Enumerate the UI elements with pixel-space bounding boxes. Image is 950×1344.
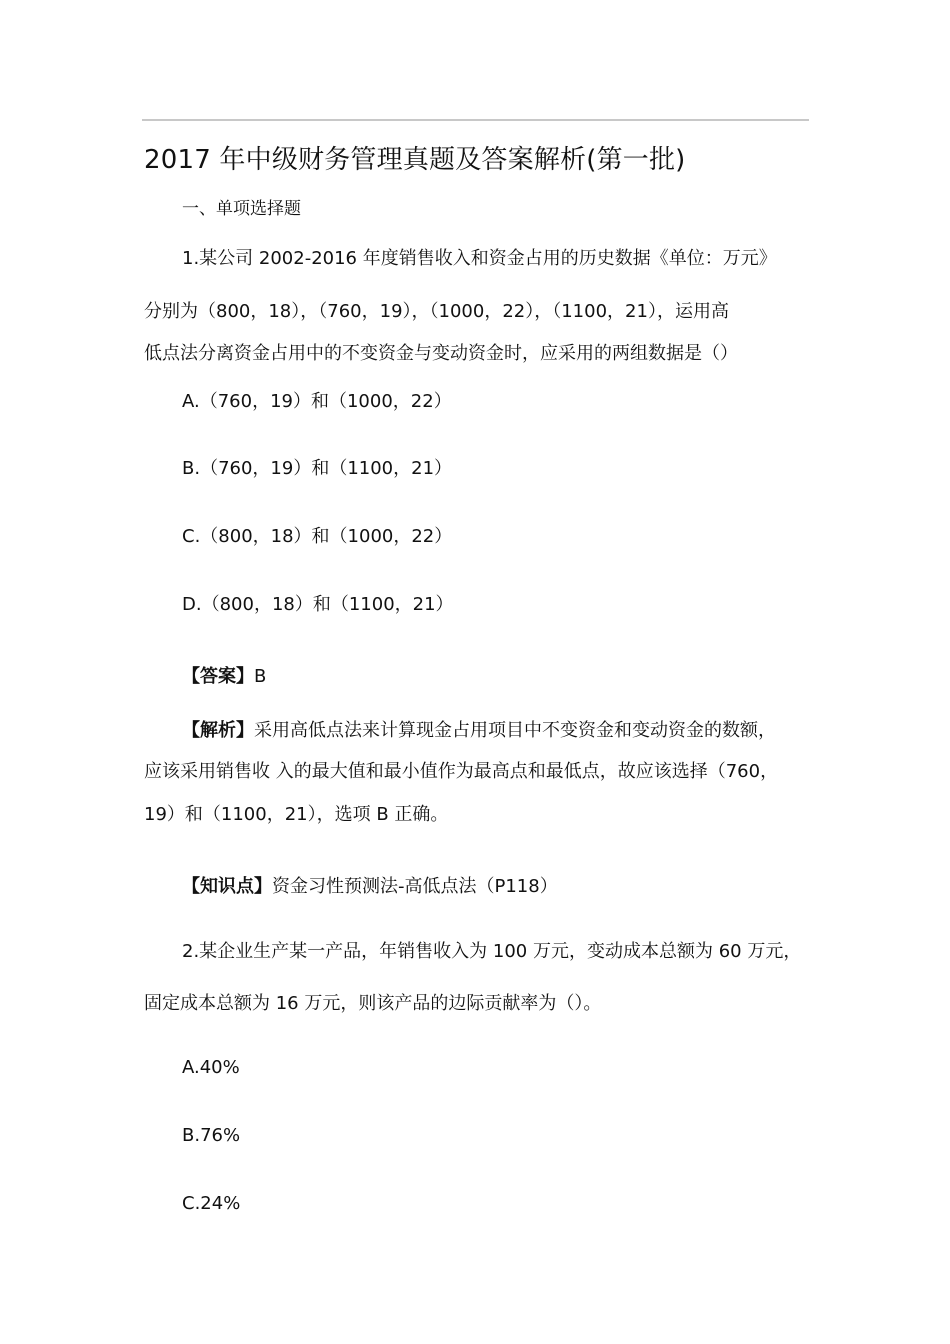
q1-analysis-line-2: 应该采用销售收 入的最大值和最小值作为最高点和最低点，故应该选择（760， xyxy=(144,761,779,782)
q1-option-c: C.（800，18）和（1000，22） xyxy=(182,526,453,547)
q1-answer xyxy=(182,664,266,690)
q2-option-c: C.24% xyxy=(182,1193,241,1214)
q1-option-a: A.（760，19）和（1000，22） xyxy=(182,391,452,412)
answer-tag: 【答案】 xyxy=(182,666,254,687)
q1-stem-line-2: 分别为（800，18），（760，19），（1000，22），（1100，21），运用高 xyxy=(144,301,729,322)
q1-analysis-line-1 xyxy=(182,718,776,744)
q1-stem-line-1: 1.某公司 2002-2016 年度销售收入和资金占用的历史数据《单位：万元》 xyxy=(182,248,777,269)
q1-option-d: D.（800，18）和（1100，21） xyxy=(182,594,454,615)
q2-stem-line-1: 2.某企业生产某一产品，年销售收入为 100 万元，变动成本总额为 60 万元， xyxy=(182,941,802,962)
analysis-text: 采用高低点法来计算现金占用项目中不变资金和变动资金的数额， xyxy=(254,720,776,741)
section-heading: 一、单项选择题 xyxy=(182,199,301,219)
q2-option-b: B.76% xyxy=(182,1125,241,1146)
answer-value: B xyxy=(254,666,267,687)
analysis-tag: 【解析】 xyxy=(182,720,254,741)
q2-option-a: A.40% xyxy=(182,1057,240,1078)
q1-stem-line-3: 低点法分离资金占用中的不变资金与变动资金时，应采用的两组数据是（） xyxy=(144,343,738,364)
document-title: 2017 年中级财务管理真题及答案解析(第一批) xyxy=(144,145,686,175)
q1-knowledge-point xyxy=(182,874,558,900)
header-divider xyxy=(142,119,809,121)
knowledge-tag: 【知识点】 xyxy=(182,876,272,897)
q1-option-b: B.（760，19）和（1100，21） xyxy=(182,458,453,479)
knowledge-text: 资金习性预测法-高低点法（P118） xyxy=(272,876,558,897)
q2-stem-line-2: 固定成本总额为 16 万元，则该产品的边际贡献率为（）。 xyxy=(144,993,602,1014)
q1-analysis-line-3: 19）和（1100，21），选项 B 正确。 xyxy=(144,804,449,825)
